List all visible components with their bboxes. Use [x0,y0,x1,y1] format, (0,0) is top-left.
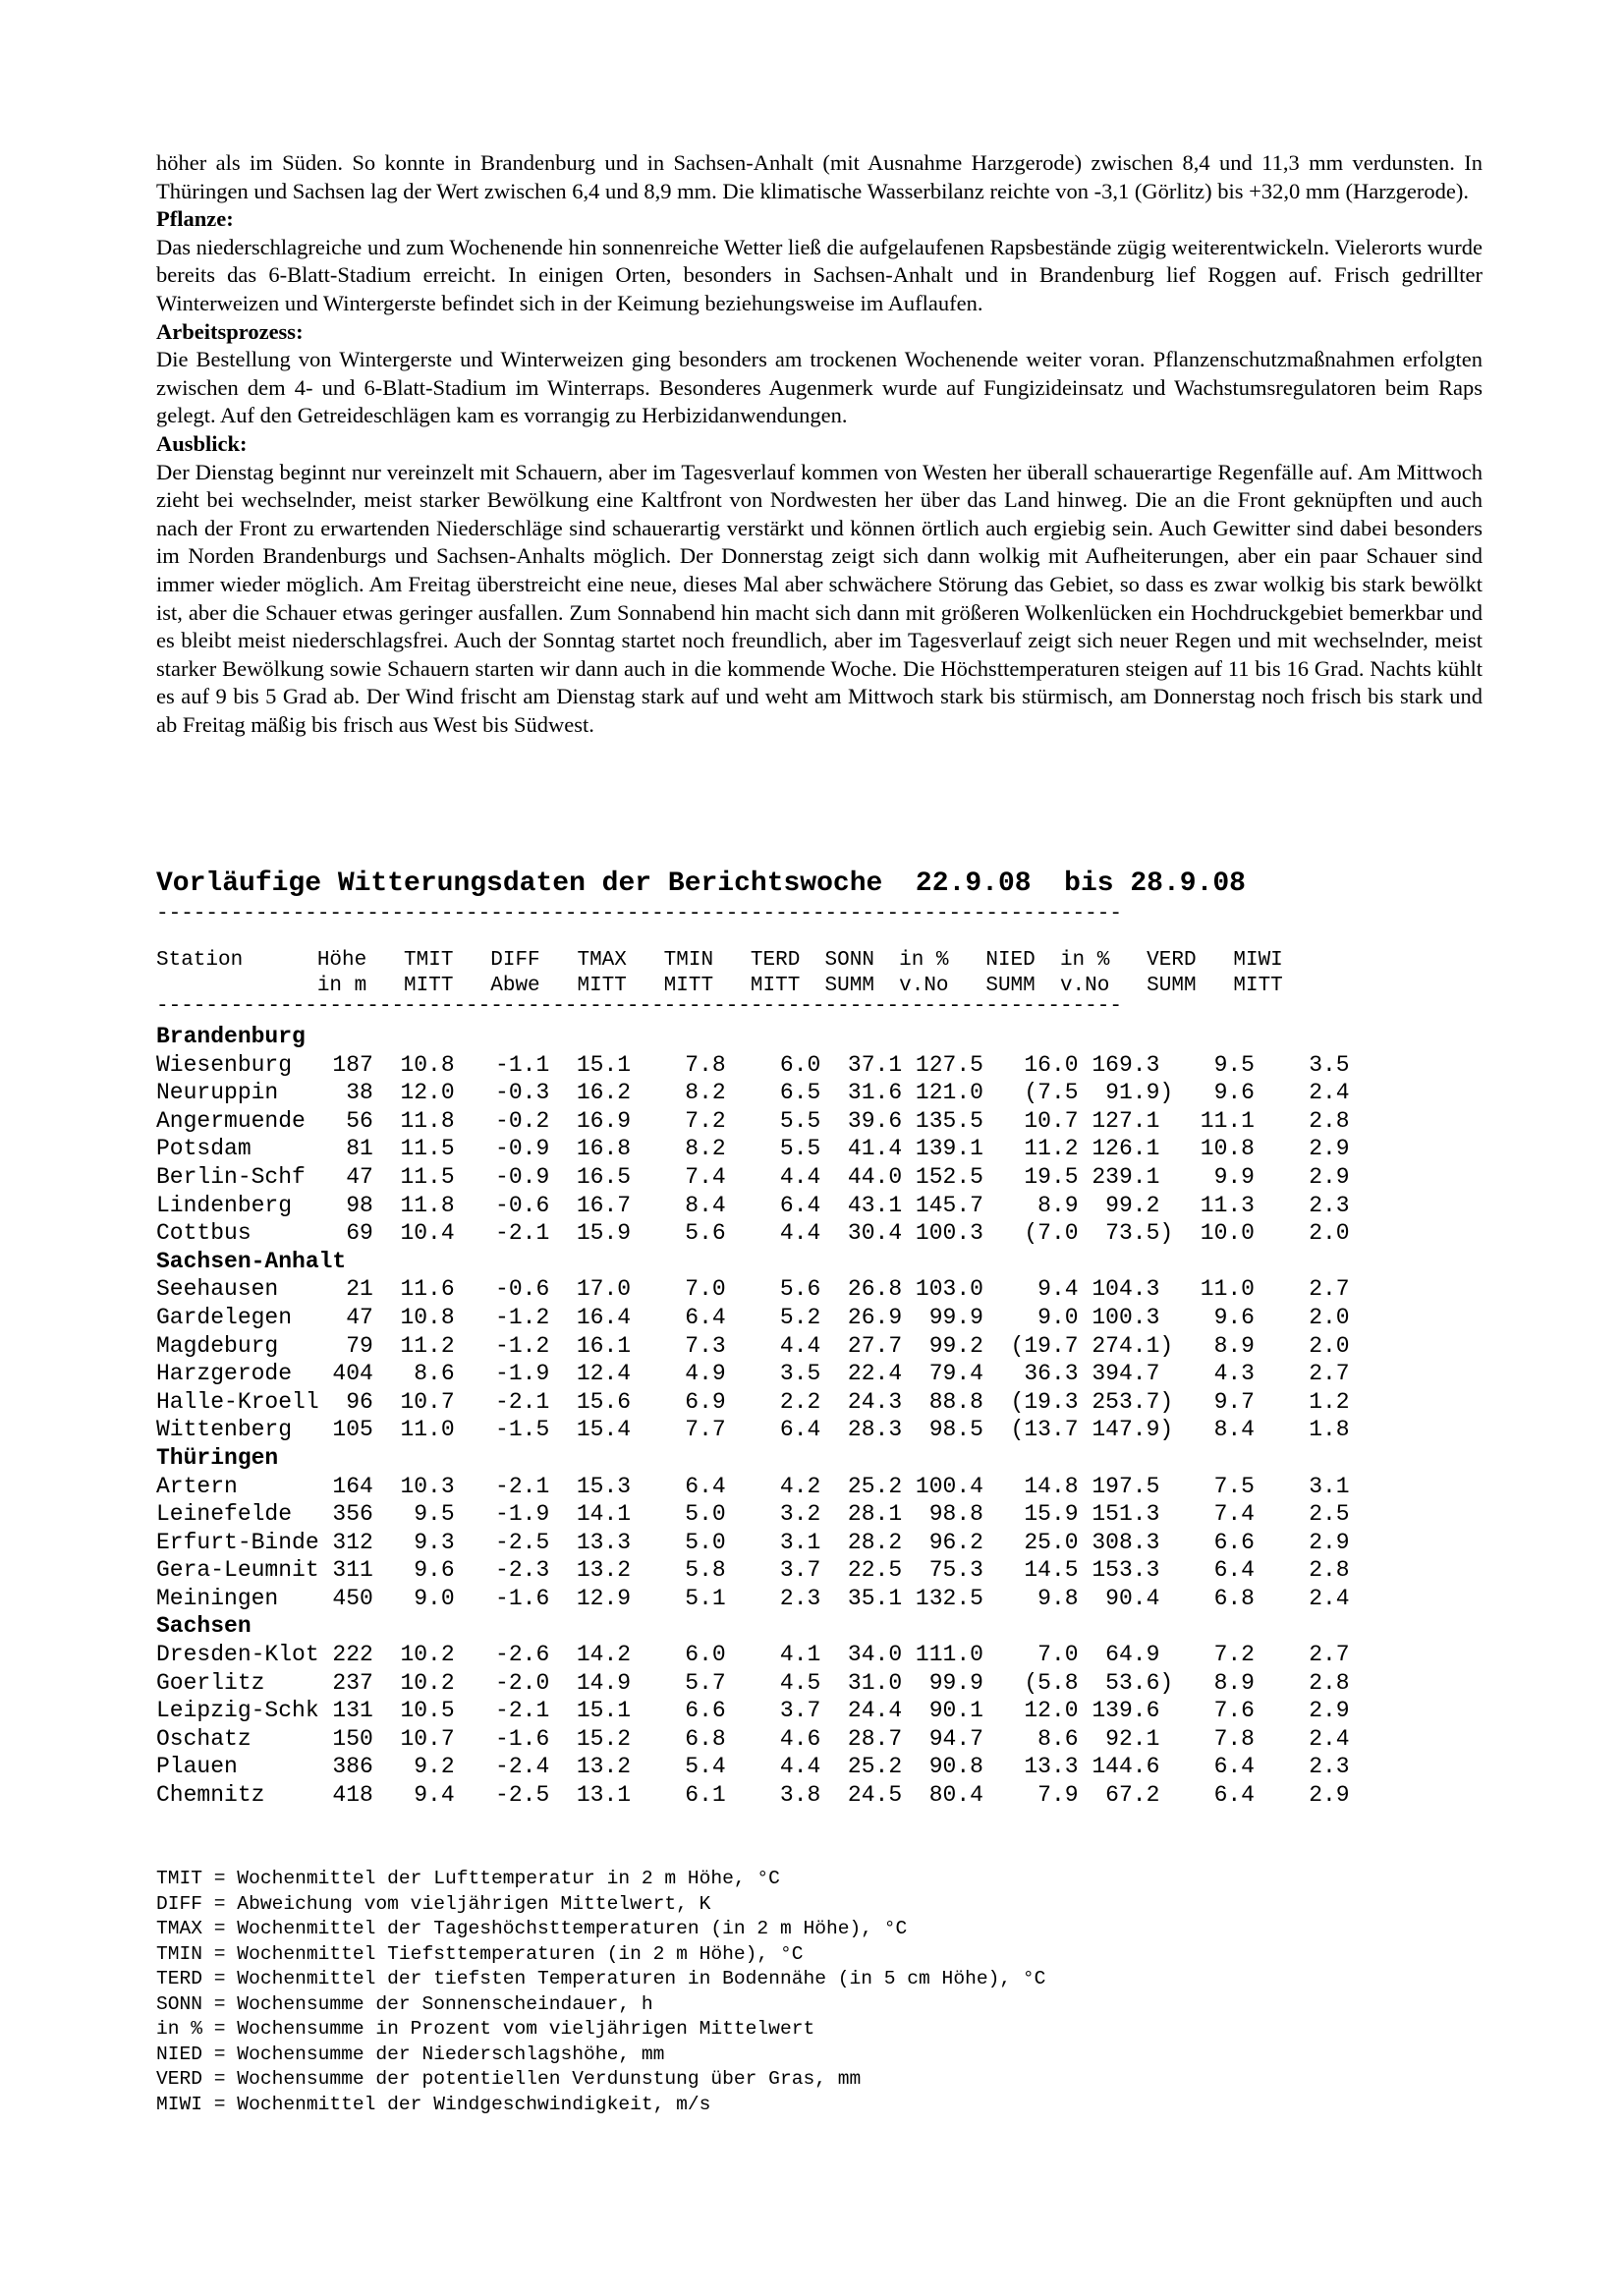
legend-entry: TERD = Wochenmittel der tiefsten Temperaturen in Bodennähe (in 5 cm Höhe), °C [156,1968,1046,1989]
legend-entry: TMAX = Wochenmittel der Tageshöchsttemperaturen (in 2 m Höhe), °C [156,1918,908,1939]
table-row: Leipzig-Schk 131 10.5 -2.1 15.1 6.6 3.7 24.4 90.1 12.0 139.6 7.6 2.9 [156,1698,1350,1724]
legend-entry: NIED = Wochensumme der Niederschlagshöhe, mm [156,2043,665,2065]
table-header-line-2: in m MITT Abwe MITT MITT MITT SUMM v.No SUMM v.No SUMM MITT [156,974,1283,997]
table-row: Artern 164 10.3 -2.1 15.3 6.4 4.2 25.2 100.4 14.8 197.5 7.5 3.1 [156,1473,1350,1499]
table-row: Berlin-Schf 47 11.5 -0.9 16.5 7.4 4.4 44.0 152.5 19.5 239.1 9.9 2.9 [156,1163,1350,1190]
table-row: Halle-Kroell 96 10.7 -2.1 15.6 6.9 2.2 24.3 88.8 (19.3 253.7) 9.7 1.2 [156,1388,1350,1415]
legend-entry: TMIN = Wochenmittel Tiefsttemperaturen (in 2 m Höhe), °C [156,1942,804,1965]
table-top-rule: ------------------------------------------------------------------------------ [156,903,1122,925]
region-heading: Sachsen [156,1613,252,1640]
report-text [156,149,1483,739]
legend-entry: TMIT = Wochenmittel der Lufttemperatur in 2 m Höhe, °C [156,1868,780,1889]
intro-paragraph: höher als im Süden. So konnte in Brandenburg und in Sachsen-Anhalt (mit Ausnahme Harzgerode) zwischen 8,4 und 11,3 mm verdunsten. In Thüringen und Sachsen lag der Wert zwischen 6,4 und 8,9 mm. Die klimatische Wasserbilanz reichte von -3,1 (Görlitz) bis +32,0 mm (Harzgerode). [156,150,1483,203]
legend-entry: in % = Wochensumme in Prozent vom vieljährigen Mittelwert [156,2018,815,2040]
legend-entry: MIWI = Wochenmittel der Windgeschwindigkeit, m/s [156,2093,711,2115]
table-row: Chemnitz 418 9.4 -2.5 13.1 6.1 3.8 24.5 80.4 7.9 67.2 6.4 2.9 [156,1782,1350,1809]
table-row: Leinefelde 356 9.5 -1.9 14.1 5.0 3.2 28.1 98.8 15.9 151.3 7.4 2.5 [156,1501,1350,1528]
table-row: Seehausen 21 11.6 -0.6 17.0 7.0 5.6 26.8 103.0 9.4 104.3 11.0 2.7 [156,1276,1350,1303]
table-title: Vorläufige Witterungsdaten der Berichtswoche 22.9.08 bis 28.9.08 [156,868,1246,899]
table-row: Dresden-Klot 222 10.2 -2.6 14.2 6.0 4.1 34.0 111.0 7.0 64.9 7.2 2.7 [156,1642,1350,1668]
legend-entry: VERD = Wochensumme der potentiellen Verdunstung über Gras, mm [156,2068,862,2090]
arbeitsprozess-heading: Arbeitsprozess: [156,318,304,344]
table-row: Meiningen 450 9.0 -1.6 12.9 5.1 2.3 35.1 132.5 9.8 90.4 6.8 2.4 [156,1585,1350,1611]
pflanze-paragraph: Das niederschlagreiche und zum Wochenende hin sonnenreiche Wetter ließ die aufgelaufenen Rapsbestände zügig weiterentwickeln. Vielerorts wurde bereits das 6-Blatt-Stadium erreicht. In einigen Orten, besonders in Sachsen-Anhalt und in Brandenburg lief Roggen auf. Frisch gedrillter Winterweizen und Wintergerste befindet sich in der Keimung beziehungsweise im Auflaufen. [156,234,1483,315]
table-header-rule: ------------------------------------------------------------------------------ [156,995,1122,1018]
arbeitsprozess-paragraph: Die Bestellung von Wintergerste und Winterweizen ging besonders am trockenen Wochenende weiter voran. Pflanzenschutzmaßnahmen erfolgten zwischen dem 4- und 6-Blatt-Stadium im Winterraps. Besonderes Augenmerk wurde auf Fungizideinsatz und Wachstumsregulatoren beim Raps gelegt. Auf den Getreideschlägen kam es vorrangig zu Herbizidanwendungen. [156,347,1483,428]
table-header [156,948,1283,998]
ausblick-heading: Ausblick: [156,430,248,456]
table-row: Angermuende 56 11.8 -0.2 16.9 7.2 5.5 39.6 135.5 10.7 127.1 11.1 2.8 [156,1107,1350,1134]
table-row: Neuruppin 38 12.0 -0.3 16.2 8.2 6.5 31.6 121.0 (7.5 91.9) 9.6 2.4 [156,1080,1350,1106]
table-row: Cottbus 69 10.4 -2.1 15.9 5.6 4.4 30.4 100.3 (7.0 73.5) 10.0 2.0 [156,1220,1350,1247]
table-row: Plauen 386 9.2 -2.4 13.2 5.4 4.4 25.2 90.8 13.3 144.6 6.4 2.3 [156,1754,1350,1780]
legend-entry: DIFF = Abweichung vom vieljährigen Mittelwert, K [156,1892,711,1915]
legend-entry: SONN = Wochensumme der Sonnenscheindauer, h [156,1992,653,2015]
region-heading: Thüringen [156,1444,279,1471]
table-row: Lindenberg 98 11.8 -0.6 16.7 8.4 6.4 43.1 145.7 8.9 99.2 11.3 2.3 [156,1192,1350,1218]
table-row: Wiesenburg 187 10.8 -1.1 15.1 7.8 6.0 37.1 127.5 16.0 169.3 9.5 3.5 [156,1051,1350,1078]
table-header-line-1: Station Höhe TMIT DIFF TMAX TMIN TERD SONN in % NIED in % VERD MIWI [156,949,1283,972]
table-row: Oschatz 150 10.7 -1.6 15.2 6.8 4.6 28.7 94.7 8.6 92.1 7.8 2.4 [156,1725,1350,1752]
table-row: Wittenberg 105 11.0 -1.5 15.4 7.7 6.4 28.3 98.5 (13.7 147.9) 8.4 1.8 [156,1417,1350,1443]
pflanze-heading: Pflanze: [156,206,234,232]
table-row: Harzgerode 404 8.6 -1.9 12.4 4.9 3.5 22.4 79.4 36.3 394.7 4.3 2.7 [156,1361,1350,1387]
weather-data-table [156,1023,1350,1810]
region-heading: Brandenburg [156,1024,306,1049]
table-row: Gardelegen 47 10.8 -1.2 16.4 6.4 5.2 26.9 99.9 9.0 100.3 9.6 2.0 [156,1304,1350,1330]
table-row: Goerlitz 237 10.2 -2.0 14.9 5.7 4.5 31.0 99.9 (5.8 53.6) 8.9 2.8 [156,1669,1350,1696]
table-row: Magdeburg 79 11.2 -1.2 16.1 7.3 4.4 27.7 99.2 (19.7 274.1) 8.9 2.0 [156,1332,1350,1359]
ausblick-paragraph: Der Dienstag beginnt nur vereinzelt mit Schauern, aber im Tagesverlauf kommen von Westen her überall schauerartige Regenfälle auf. Am Mittwoch zieht bei wechselnder, meist starker Bewölkung eine Kaltfront von Nordwesten her über das Land hinweg. Die an die Front geknüpften und auch nach der Front zu erwartenden Niederschläge sind schauerartig verstärkt und können örtlich auch ergiebig sein. Auch Gewitter sind dabei besonders im Norden Brandenburgs und Sachsen-Anhalts möglich. Der Donnerstag zeigt sich dann wolkig mit Aufheiterungen, aber ein paar Schauer sind immer wieder möglich. Am Freitag überstreicht eine neue, dieses Mal aber schwächere Störung das Gebiet, so dass es zwar wolkig bis stark bewölkt ist, aber die Schauer etwas geringer ausfallen. Zum Sonnabend hin macht sich dann mit größeren Wolkenlücken ein Hochdruckgebiet bemerkbar und es bleibt meist niederschlagsfrei. Auch der Sonntag startet noch freundlich, aber im Tagesverlauf zeigt sich neuer Regen und mit wechselnder, meist starker Bewölkung sowie Schauern starten wir dann auch in die kommende Woche. Die Höchsttemperaturen steigen auf 11 bis 16 Grad. Nachts kühlt es auf 9 bis 5 Grad ab. Der Wind frischt am Dienstag stark auf und weht am Mittwoch stark bis stürmisch, am Donnerstag noch frisch bis stark und ab Freitag mäßig bis frisch aus West bis Südwest. [156,459,1483,737]
table-row: Erfurt-Binde 312 9.3 -2.5 13.3 5.0 3.1 28.2 96.2 25.0 308.3 6.6 2.9 [156,1529,1350,1555]
abbreviation-legend [156,1867,1045,2117]
table-row: Gera-Leumnit 311 9.6 -2.3 13.2 5.8 3.7 22.5 75.3 14.5 153.3 6.4 2.8 [156,1557,1350,1584]
table-row: Potsdam 81 11.5 -0.9 16.8 8.2 5.5 41.4 139.1 11.2 126.1 10.8 2.9 [156,1136,1350,1162]
region-heading: Sachsen-Anhalt [156,1248,347,1274]
